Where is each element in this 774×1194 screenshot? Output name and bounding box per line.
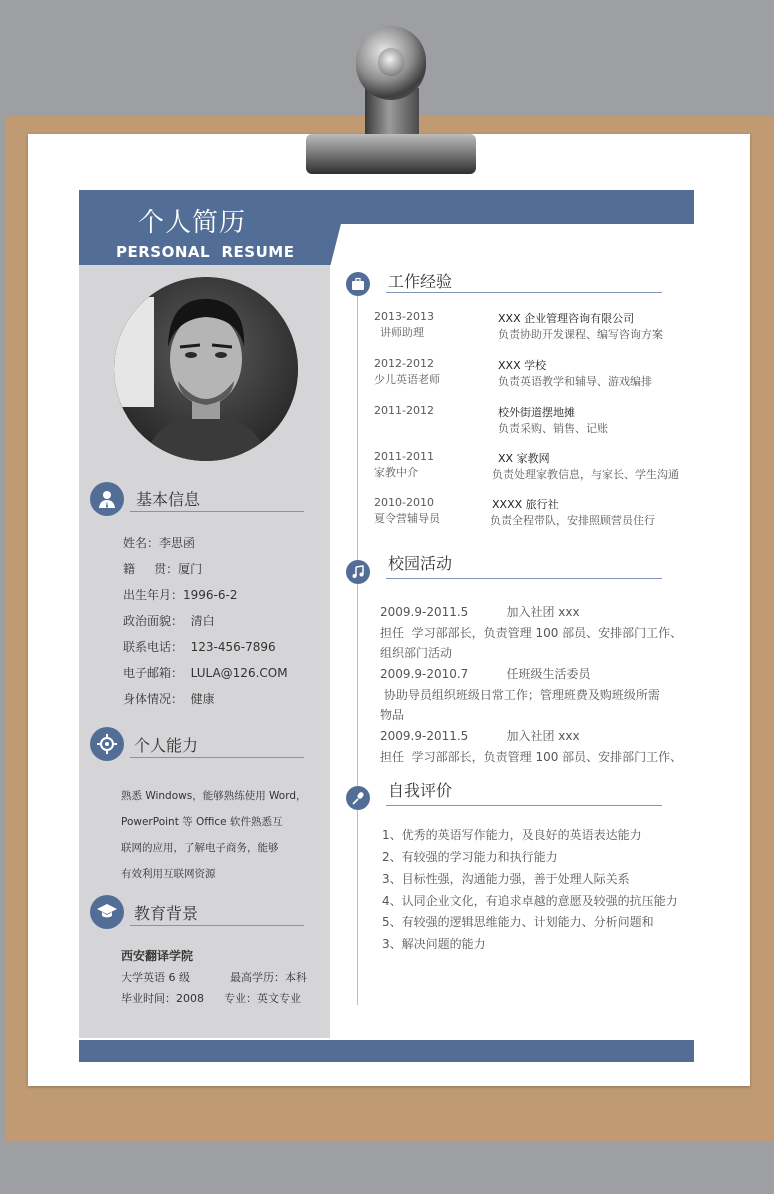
evaluation-line-4: 4、认同企业文化，有追求卓越的意愿及较强的抗压能力: [382, 894, 678, 908]
target-icon: [90, 727, 124, 761]
ability-line-3: 联网的应用，了解电子商务，能够: [121, 842, 279, 854]
work-org-5: XXXX 旅行社: [492, 498, 559, 511]
info-hometown: 籍 贯：厦门: [123, 562, 203, 576]
ability-line-2: PowerPoint 等 Office 软件熟悉互: [121, 816, 283, 828]
ability-line-1: 熟悉 Windows，能够熟练使用 Word，: [121, 790, 307, 802]
microphone-icon: [346, 786, 370, 810]
resume-subtitle: PERSONAL RESUME: [116, 243, 295, 261]
work-desc-3: 负责采购、销售、记账: [498, 422, 608, 435]
campus-line-7: 2009.9-2011.5 加入社团 xxx: [380, 729, 580, 743]
ability-line-4: 有效利用互联网资源: [121, 868, 216, 880]
graduation-cap-icon: [90, 895, 124, 929]
work-role-2: 少儿英语老师: [374, 373, 440, 386]
work-desc-4: 负责处理家教信息，与家长、学生沟通: [492, 468, 679, 481]
education-title: 教育背景: [134, 904, 199, 923]
evaluation-line-6: 3、解决问题的能力: [382, 937, 486, 951]
work-title: 工作经验: [388, 272, 453, 291]
campus-line-3: 组织部门活动: [380, 646, 453, 660]
evaluation-line-5: 5、有较强的逻辑思维能力、计划能力、分析问题和: [382, 915, 654, 929]
work-rule: [386, 292, 662, 293]
campus-line-6: 物品: [380, 708, 405, 722]
music-note-icon: [346, 560, 370, 584]
timeline-line: [357, 285, 358, 1005]
resume-title: 个人简历: [138, 208, 247, 238]
major-field: 专业：英文专业: [224, 992, 301, 1005]
campus-line-8: 担任 学习部部长，负责管理 100 部员、安排部门工作、: [380, 750, 683, 764]
briefcase-icon: [346, 272, 370, 296]
work-desc-2: 负责英语教学和辅导、游戏编排: [498, 375, 652, 388]
highest-degree: 最高学历：本科: [230, 971, 307, 984]
english-level: 大学英语 6 级: [121, 971, 190, 984]
info-political: 政治面貌： 清白: [123, 614, 215, 628]
info-birth: 出生年月：1996-6-2: [123, 588, 238, 602]
work-date-2: 2012-2012: [374, 357, 434, 370]
ability-title: 个人能力: [134, 736, 199, 755]
campus-line-1: 2009.9-2011.5 加入社团 xxx: [380, 605, 580, 619]
work-desc-1: 负责协助开发课程、编写咨询方案: [498, 328, 663, 341]
work-date-1: 2013-2013: [374, 310, 434, 323]
work-org-2: XXX 学校: [498, 359, 547, 372]
evaluation-line-2: 2、有较强的学习能力和执行能力: [382, 850, 558, 864]
work-org-4: XX 家教网: [498, 452, 550, 465]
campus-line-2: 担任 学习部部长，负责管理 100 部员、安排部门工作、: [380, 626, 683, 640]
work-desc-5: 负责全程带队，安排照顾营员住行: [490, 514, 655, 527]
binder-clip-icon: [356, 26, 426, 100]
clip-base: [306, 134, 476, 174]
profile-photo: [114, 277, 298, 461]
basic-info-title: 基本信息: [136, 490, 201, 509]
school-name: 西安翻译学院: [121, 949, 194, 963]
info-phone: 联系电话： 123-456-7896: [123, 640, 276, 654]
work-date-3: 2011-2012: [374, 404, 434, 417]
work-role-5: 夏令营辅导员: [374, 512, 440, 525]
basic-info-rule: [130, 511, 304, 512]
info-name: 姓名：李思函: [123, 536, 196, 550]
work-date-5: 2010-2010: [374, 496, 434, 509]
ability-rule: [130, 757, 304, 758]
evaluation-line-3: 3、目标性强，沟通能力强，善于处理人际关系: [382, 872, 630, 886]
education-rule: [130, 925, 304, 926]
work-org-3: 校外街道摆地摊: [498, 406, 575, 419]
evaluation-line-1: 1、优秀的英语写作能力，及良好的英语表达能力: [382, 828, 642, 842]
info-email: 电子邮箱： LULA@126.COM: [123, 666, 288, 680]
footer-band: [79, 1040, 694, 1062]
campus-rule: [386, 578, 662, 579]
campus-line-5: 协助导员组织班级日常工作；管理班费及购班级所需: [380, 688, 660, 702]
info-health: 身体情况： 健康: [123, 692, 215, 706]
person-icon: [90, 482, 124, 516]
evaluation-rule: [386, 805, 662, 806]
campus-title: 校园活动: [388, 554, 453, 573]
work-role-4: 家教中介: [374, 466, 418, 479]
work-role-1: 讲师助理: [380, 326, 424, 339]
campus-line-4: 2009.9-2010.7 任班级生活委员: [380, 667, 591, 681]
work-org-1: XXX 企业管理咨询有限公司: [498, 312, 635, 325]
evaluation-title: 自我评价: [388, 781, 453, 800]
graduation-time: 毕业时间：2008: [121, 992, 204, 1005]
work-date-4: 2011-2011: [374, 450, 434, 463]
